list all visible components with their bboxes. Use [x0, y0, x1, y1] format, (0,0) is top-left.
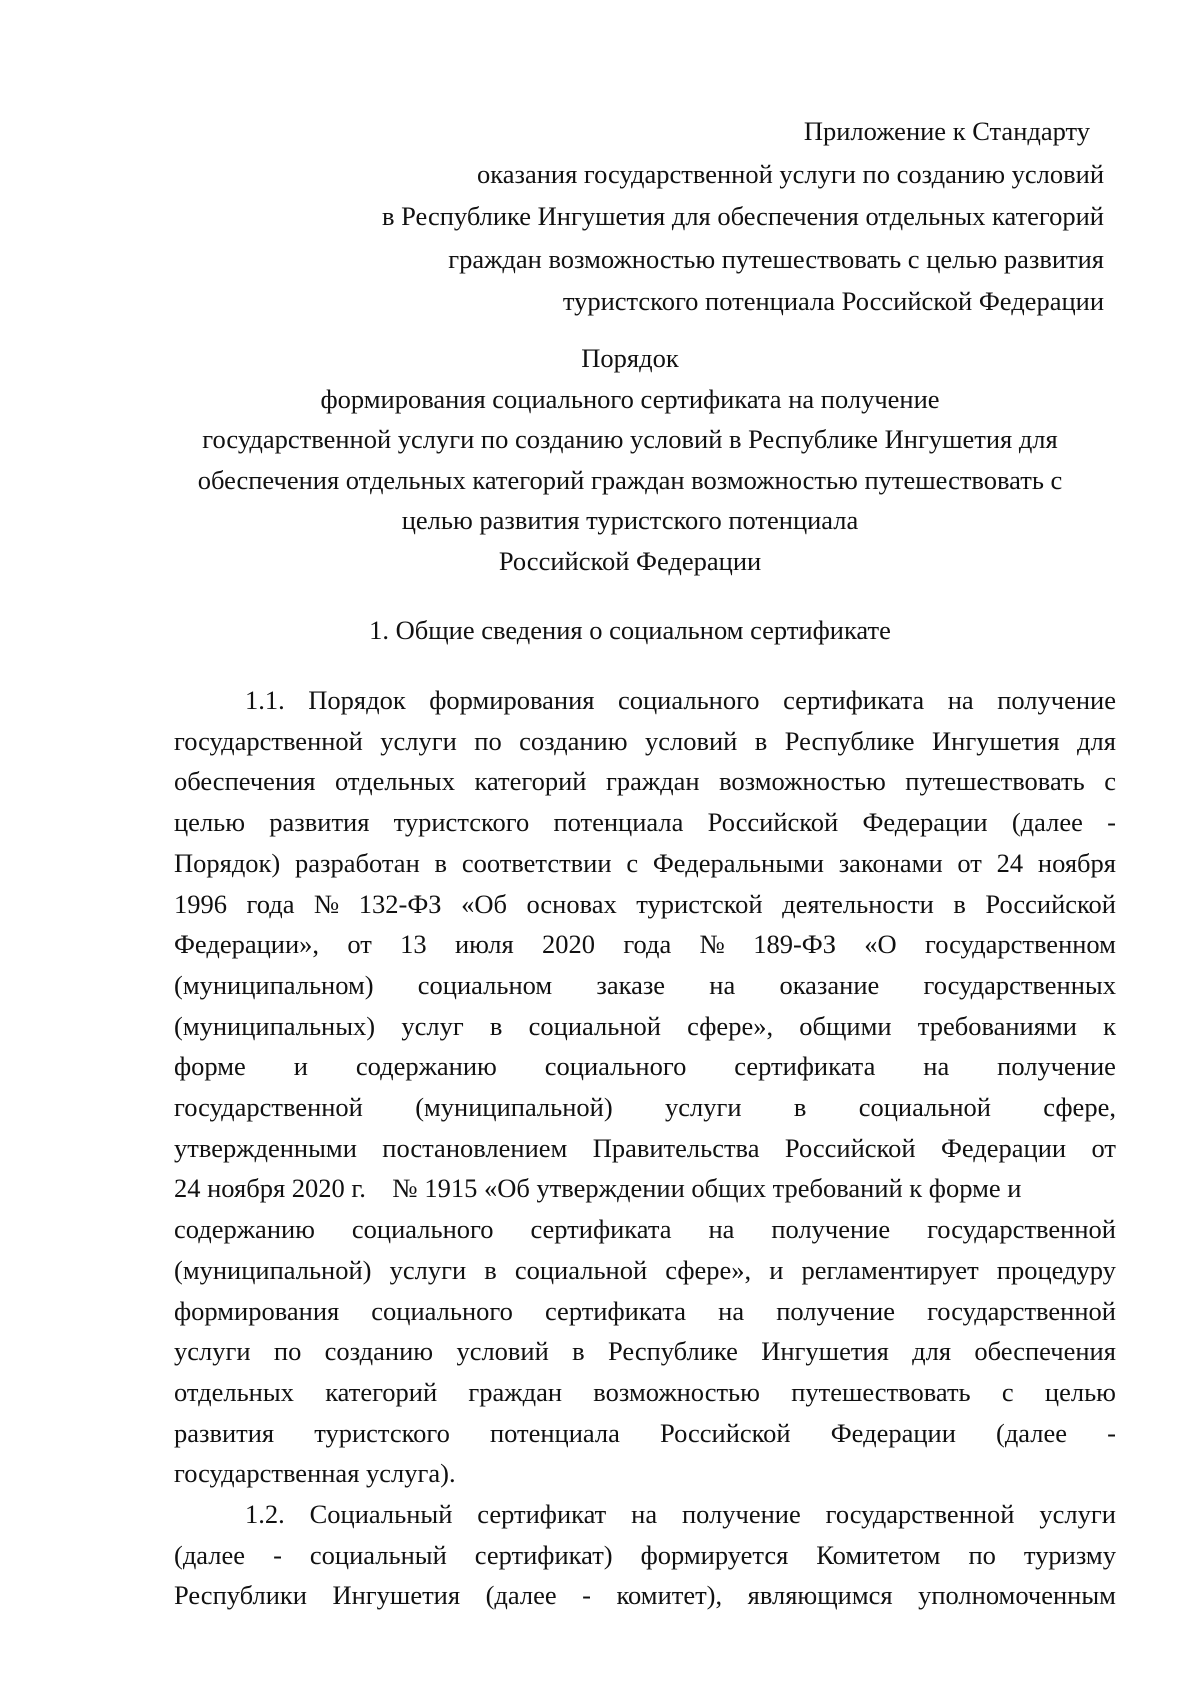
paragraph-line: Порядок) разработан в соответствии с Федеральными законами от 24 ноября: [174, 847, 1116, 878]
paragraph-line: государственная услуга).: [174, 1458, 456, 1489]
title-line: целью развития туристского потенциала: [401, 505, 859, 535]
appendix-line: туристского потенциала Российской Федерации: [562, 286, 1104, 316]
paragraph-line: 1.2. Социальный сертификат на получение государственной услуги: [245, 1499, 1116, 1530]
paragraph-line: содержанию социального сертификата на получение государственной: [174, 1214, 1116, 1245]
paragraph-line: (муниципальном) социальном заказе на оказание государственных: [174, 969, 1116, 1000]
appendix-line: граждан возможностью путешествовать с целью развития: [448, 243, 1104, 274]
paragraph-line: целью развития туристского потенциала Российской Федерации (далее -: [174, 807, 1116, 838]
body-text: [174, 680, 1116, 1616]
title-line: Порядок: [581, 343, 679, 373]
paragraph-line: форме и содержанию социального сертификата на получение: [174, 1051, 1116, 1082]
title-line: Российской Федерации: [498, 545, 762, 576]
paragraph-line: государственной услуги по созданию условий в Республике Ингушетия для: [174, 725, 1116, 756]
paragraph-1-2: [174, 1494, 1116, 1616]
paragraph-line: отдельных категорий граждан возможностью путешествовать с целью: [174, 1376, 1116, 1407]
document-title: [150, 338, 1110, 581]
title-line: обеспечения отдельных категорий граждан возможностью путешествовать с: [197, 464, 1063, 495]
title-line: государственной услуги по созданию условий в Республике Ингушетия для: [202, 424, 1058, 454]
paragraph-line: 1996 года № 132-ФЗ «Об основах туристской деятельности в Российской: [174, 888, 1116, 919]
paragraph-line: государственной (муниципальной) услуги в социальной сфере,: [174, 1092, 1116, 1123]
section-heading: 1. Общие сведения о социальном сертификате: [369, 615, 891, 645]
title-line: формирования социального сертификата на получение: [320, 383, 940, 414]
appendix-line: оказания государственной услуги по созданию условий: [477, 158, 1104, 189]
paragraph-line: (муниципальных) услуг в социальной сфере», общими требованиями к: [174, 1010, 1116, 1041]
paragraph-line: (муниципальной) услуги в социальной сфере», и регламентирует процедуру: [174, 1254, 1116, 1285]
appendix-line: Приложение к Стандарту: [803, 116, 1090, 146]
paragraph-line: обеспечения отдельных категорий граждан возможностью путешествовать с: [174, 766, 1116, 797]
paragraph-line: (далее - социальный сертификат) формируется Комитетом по туризму: [174, 1539, 1116, 1570]
paragraph-line: услуги по созданию условий в Республике Ингушетия для обеспечения: [174, 1336, 1116, 1367]
appendix-header: [382, 110, 1104, 323]
paragraph-line: развития туристского потенциала Российской Федерации (далее -: [174, 1417, 1116, 1448]
paragraph-line: 24 ноября 2020 г. № 1915 «Об утверждении общих требований к форме и: [174, 1173, 1022, 1204]
paragraph-line: 1.1. Порядок формирования социального сертификата на получение: [245, 685, 1116, 715]
paragraph-line: Республики Ингушетия (далее - комитет), являющимся уполномоченным: [174, 1580, 1116, 1611]
paragraph-line: формирования социального сертификата на получение государственной: [174, 1295, 1116, 1326]
appendix-line: в Республике Ингушетия для обеспечения отдельных категорий: [382, 201, 1104, 231]
paragraph-line: Федерации», от 13 июля 2020 года № 189-ФЗ «О государственном: [174, 929, 1116, 960]
paragraph-1-1: [174, 680, 1116, 1494]
paragraph-line: утвержденными постановлением Правительства Российской Федерации от: [174, 1132, 1116, 1163]
